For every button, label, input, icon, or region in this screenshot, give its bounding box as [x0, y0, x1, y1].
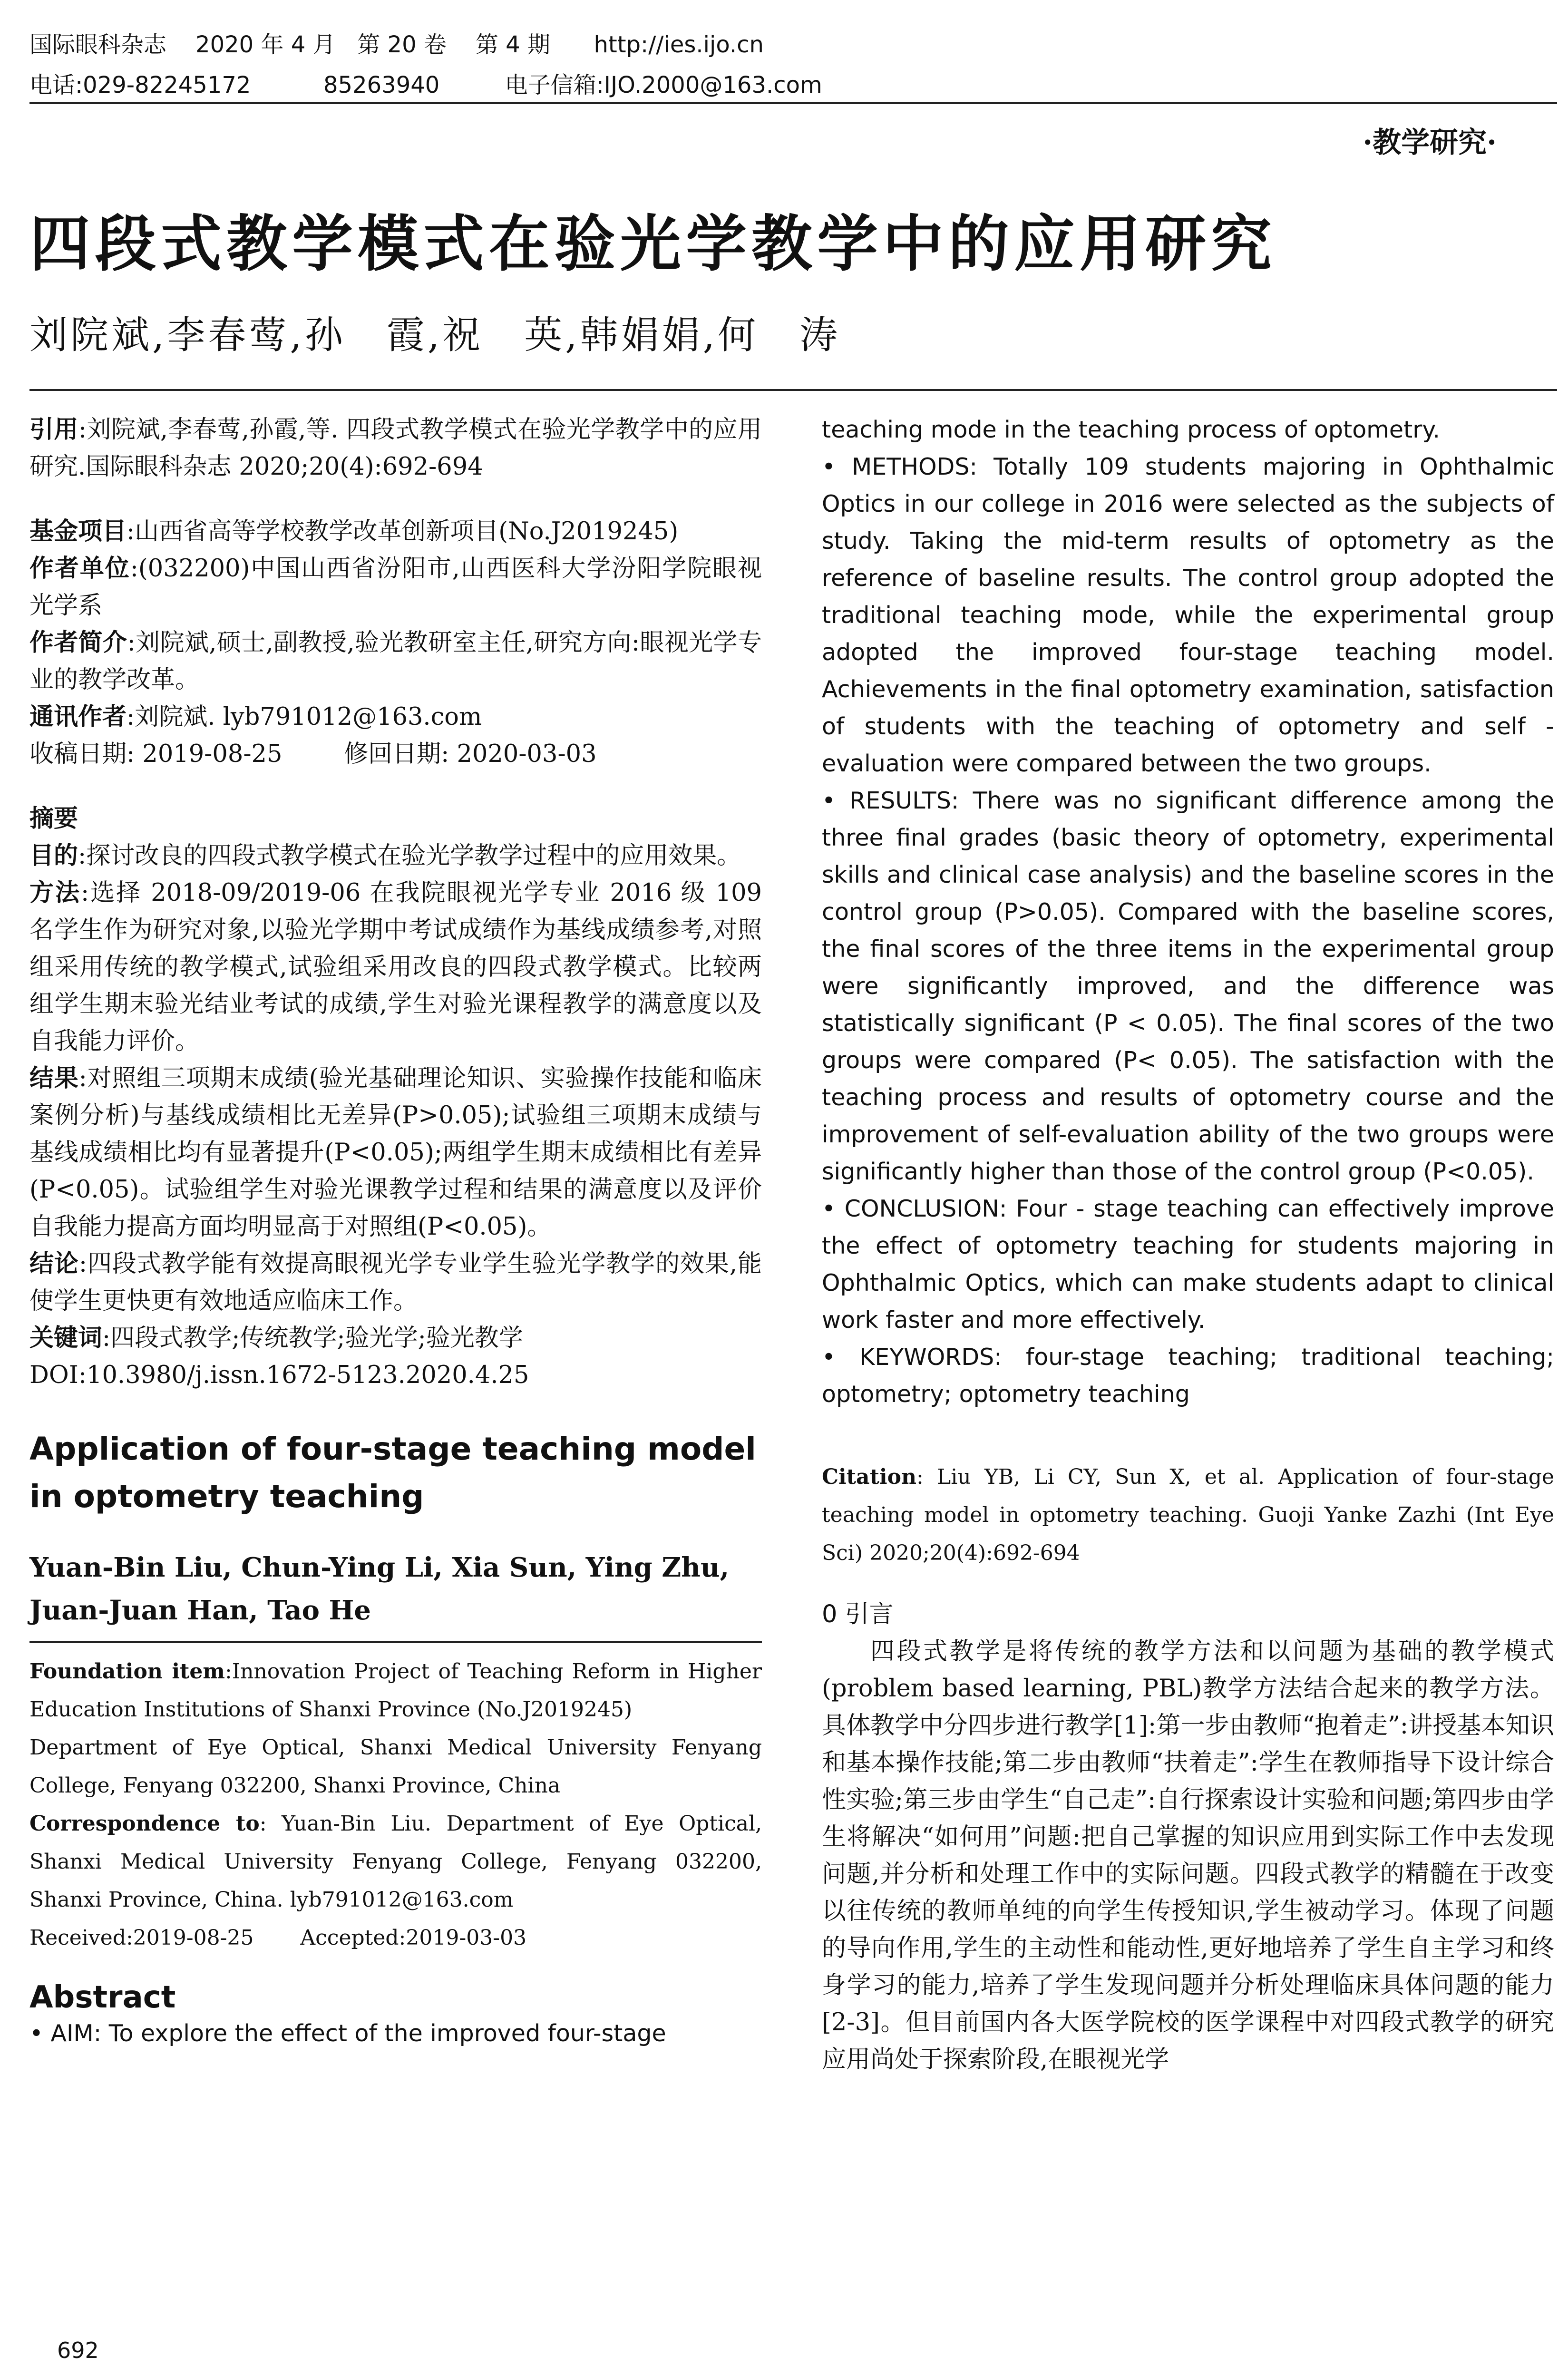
- methods-cn-label: 方法: [29, 879, 81, 907]
- correspondence: [29, 1805, 762, 1919]
- citation-cn: [29, 411, 762, 486]
- methods-cn: [29, 875, 762, 1060]
- author-unit: [29, 550, 762, 624]
- citation-cn-label: 引用: [29, 416, 78, 444]
- bio-text: :刘院斌,硕士,副教授,验光教研室主任,研究方向:眼视光学专业的教学改革。: [29, 629, 762, 694]
- received-accepted: Received:2019-08-25 Accepted:2019-03-03: [29, 1926, 527, 1950]
- english-authors: Yuan-Bin Liu, Chun-Ying Li, Xia Sun, Ying Zhu, Juan-Juan Han, Tao He: [29, 1552, 730, 1626]
- methods-en: • METHODS: Totally 109 students majoring in Ophthalmic Optics in our college in 2016 were selected as the subjects of study. Taking the mid-term results of optometry as the reference of baseline results. The control group adopted the traditional teaching mode, while the experimental group adopted the improved four-stage teaching model. Achievements in the final optometry examination, satisfaction of students with the teaching of optometry and self - evaluation were compared between the two groups.: [822, 453, 1554, 777]
- department: Department of Eye Optical, Shanxi Medical University Fenyang College, Fenyang 032200, Shanxi Province, China: [29, 1735, 762, 1798]
- intro-heading: 0 引言: [822, 1600, 894, 1628]
- page-number: 692: [57, 2338, 99, 2363]
- results-en: • RESULTS: There was no significant difference among the three final grades (basic theory of optometry, experimental skills and clinical case analysis) and the baseline scores in the control group (P>0.05). Compared with the baseline scores, the final scores of the three items in the experimental group were significantly improved, and the difference was statistically significant (P < 0.05). The final scores of the two groups were compared (P< 0.05). The satisfaction with the teaching process and results of optometry course and the improvement of self-evaluation ability of the two groups were significantly higher than those of the control group (P<0.05).: [822, 787, 1554, 1185]
- intro-text: 四段式教学是将传统的教学方法和以问题为基础的教学模式(problem based learning, PBL)教学方法结合起来的教学方法。具体教学中分四步进行教学[1]:第一步由教师“抱着走”:讲授基本知识和基本操作技能;第二步由教师“扶着走”:学生在教师指导下设计综合性实验;第三步由学生“自己走”:自行探索设计实验和问题;第四步由学生将解决“如何用”问题:把自己掌握的知识应用到实际工作中去发现问题,并分析和处理工作中的实际问题。四段式教学的精髓在于改变以往传统的教师单纯的向学生传授知识,学生被动学习。体现了问题的导向作用,学生的主动性和能动性,更好地培养了学生自主学习和终身学习的能力,培养了学生发现问题并分析处理临床具体问题的能力[2-3]。但目前国内各大医学院校的医学课程中对四段式教学的研究应用尚处于探索阶段,在眼视光学: [822, 1637, 1554, 2074]
- corr-label: 通讯作者: [29, 703, 127, 731]
- author-separator: [29, 1641, 762, 1643]
- methods-cn-text: :选择 2018-09/2019-06 在我院眼视光学专业 2016 级 109 名学生作为研究对象,以验光学期中考试成绩作为基线成绩参考,对照组采用传统的教学模式,试验组采用改良的四段式教学模式。比较两组学生期末验光结业考试的成绩,学生对验光课程教学的满意度以及自我能力评价。: [29, 879, 762, 1055]
- unit-label: 作者单位: [29, 555, 130, 583]
- aim-en: • AIM: To explore the effect of the improved four-stage: [29, 2020, 666, 2047]
- results-cn: [29, 1060, 762, 1246]
- paper-title: 四段式教学模式在验光学教学中的应用研究: [29, 209, 1277, 280]
- abstract-cn-heading: 摘要: [29, 805, 78, 833]
- abstract-heading: Abstract: [29, 1980, 176, 2015]
- keywords-cn: [29, 1320, 762, 1357]
- results-cn-text: :对照组三项期末成绩(验光基础理论知识、实验操作技能和临床案例分析)与基线成绩相比无差异(P>0.05);试验组三项期末成绩与基线成绩相比均有显著提升(P<0.05);两组学生期末成绩相比有差异(P<0.05)。试验组学生对验光课教学过程和结果的满意度以及评价自我能力提高方面均明显高于对照组(P<0.05)。: [29, 1064, 762, 1241]
- english-title: Application of four-stage teaching model in optometry teaching: [29, 1431, 756, 1515]
- correspondence-label: Correspondence to: [29, 1812, 260, 1836]
- citation-en: [822, 1458, 1554, 1572]
- left-column: [29, 411, 762, 2052]
- journal-header-line1: 国际眼科杂志 2020 年 4 月 第 20 卷 第 4 期 http://ies.ijo.cn: [29, 31, 764, 58]
- doi: DOI:10.3980/j.issn.1672-5123.2020.4.25: [29, 1361, 529, 1389]
- fund-info: [29, 513, 762, 550]
- fund-label: 基金项目: [29, 517, 127, 546]
- citation-en-label: Citation: [822, 1465, 916, 1489]
- fund-text: :山西省高等学校教学改革创新项目(No.J2019245): [127, 517, 679, 546]
- title-rule: [29, 389, 1557, 391]
- citation-en-text: : Liu YB, Li CY, Sun X, et al. Application of four-stage teaching model in optometry teaching. Guoji Yanke Zazhi (Int Eye Sci) 2020;20(4):692-694: [822, 1465, 1554, 1565]
- author-bio: [29, 624, 762, 699]
- correspondence-text: : Yuan-Bin Liu. Department of Eye Optical, Shanxi Medical University Fenyang College, Fenyang 032200, Shanxi Province, China. lyb791012@163.com: [29, 1812, 762, 1912]
- conclusion-cn: [29, 1246, 762, 1320]
- bio-label: 作者简介: [29, 629, 127, 657]
- right-column: [822, 411, 1554, 2078]
- dates-cn: 收稿日期: 2019-08-25 修回日期: 2020-03-03: [29, 740, 597, 768]
- conclusion-cn-label: 结论: [29, 1250, 79, 1278]
- conclusion-en: • CONCLUSION: Four - stage teaching can effectively improve the effect of optometry teaching for students majoring in Ophthalmic Optics, which can make students adapt to clinical work faster and more effectively.: [822, 1195, 1554, 1334]
- foundation-text: :Innovation Project of Teaching Reform in Higher Education Institutions of Shanxi Province (No.J2019245): [29, 1659, 762, 1722]
- author-list: 刘院斌,李春莺,孙 霞,祝 英,韩娟娟,何 涛: [29, 313, 841, 357]
- keywords-cn-text: :四段式教学;传统教学;验光学;验光教学: [102, 1324, 523, 1352]
- aim-cn-label: 目的: [29, 842, 78, 870]
- foundation-item: [29, 1653, 762, 1729]
- keywords-cn-label: 关键词: [29, 1324, 103, 1352]
- foundation-label: Foundation item: [29, 1659, 225, 1684]
- aim-cn-text: :探讨改良的四段式教学模式在验光学教学过程中的应用效果。: [78, 842, 741, 870]
- aim-en-cont: teaching mode in the teaching process of optometry.: [822, 416, 1441, 443]
- results-cn-label: 结果: [29, 1064, 79, 1092]
- corr-text: :刘院斌. lyb791012@163.com: [127, 703, 482, 731]
- section-tag: ·教学研究·: [1363, 126, 1497, 159]
- journal-header-line2: 电话:029-82245172 85263940 电子信箱:IJO.2000@163.com: [29, 72, 822, 98]
- header-rule: [29, 102, 1557, 104]
- corresponding-author: [29, 699, 762, 736]
- unit-text: :(032200)中国山西省汾阳市,山西医科大学汾阳学院眼视光学系: [29, 555, 762, 620]
- citation-cn-text: :刘院斌,李春莺,孙霞,等. 四段式教学模式在验光学教学中的应用研究.国际眼科杂志 2020;20(4):692-694: [29, 416, 762, 481]
- keywords-en: • KEYWORDS: four-stage teaching; traditional teaching; optometry; optometry teaching: [822, 1344, 1554, 1408]
- conclusion-cn-text: :四段式教学能有效提高眼视光学专业学生验光学教学的效果,能使学生更快更有效地适应临床工作。: [29, 1250, 762, 1315]
- aim-cn: [29, 838, 762, 875]
